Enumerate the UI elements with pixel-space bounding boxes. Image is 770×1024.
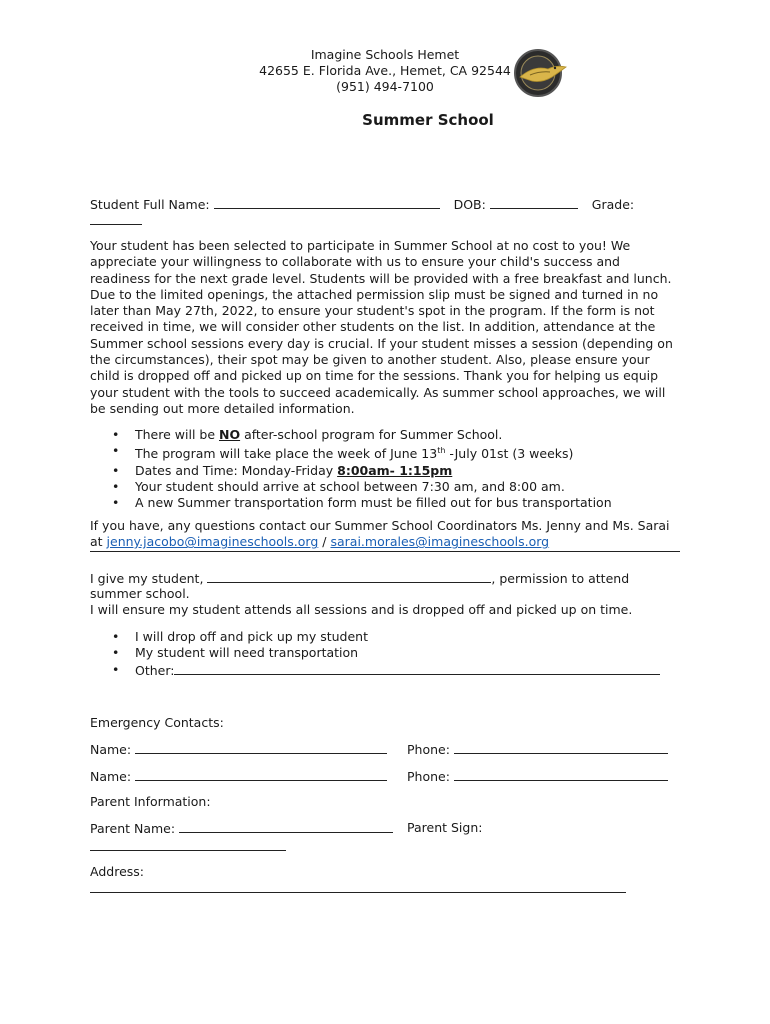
permission-statement: I give my student, , permission to attend [90,571,630,586]
list-item: • A new Summer transportation form must be filled out for bus transportation [90,495,690,511]
emergency-heading: Emergency Contacts: [90,715,224,730]
list-item: • There will be NO after-school program for Summer School. [90,427,690,443]
intro-line: Summer school sessions every day is crucial. If your student misses a session (depending on [90,335,673,351]
emergency-phone-row: Phone: [407,741,668,758]
emergency-phone-field[interactable] [454,768,668,781]
other-field[interactable] [174,662,660,675]
student-name-label: Student Full Name: [90,197,210,212]
parent-sign-field[interactable] [90,838,286,851]
permission-line-3: I will ensure my student attends all sessions and is dropped off and picked up on time. [90,602,633,617]
address-label: Address: [90,864,144,879]
permission-line-2: summer school. [90,586,190,601]
list-item: • Dates and Time: Monday-Friday 8:00am- 1:15pm [90,463,690,479]
emergency-name-field[interactable] [135,768,387,781]
emergency-name-field[interactable] [135,741,387,754]
section-divider [90,551,680,552]
address-field[interactable] [90,880,626,893]
intro-line: Due to the limited openings, the attached permission slip must be signed and turned in no [90,286,659,302]
intro-line: Your student has been selected to participate in Summer School at no cost to you! We [90,238,631,253]
list-item: • The program will take place the week of June 13th -July 01st (3 weeks) [90,443,690,462]
student-info-row [90,196,634,213]
emergency-phone-row: Phone: [407,768,668,785]
school-name: Imagine Schools Hemet [310,47,460,62]
contact-paragraph: If you have, any questions contact our Summer School Coordinators Ms. Jenny and Ms. Sarai at jenny.jacobo@imagineschools.org / sarai.morales@imagineschools.org [90,518,690,551]
intro-line: your student with the tools to succeed academically. As summer school approaches, we will [90,384,666,400]
transport-options-list [90,629,690,679]
intro-line: be sending out more detailed information. [90,400,355,416]
option-transportation[interactable]: • My student will need transportation [90,645,690,661]
student-name-field[interactable] [214,196,440,209]
option-other[interactable]: • Other: [90,662,690,679]
intro-line: later than May 27th, 2022, to ensure your student's spot in the program. If the form is not [90,303,655,319]
list-item: • Your student should arrive at school between 7:30 am, and 8:00 am. [90,479,690,495]
contact-line: If you have, any questions contact our Summer School Coordinators Ms. Jenny and Ms. Sarai [90,518,670,533]
emergency-contact-row: Name: [90,768,387,785]
intro-line: readiness for the next grade level. Students will be provided with a free breakfast and lunch. [90,270,672,286]
intro-line: received in time, we will consider other students on the list. In addition, attendance at the [90,319,656,335]
page-title: Summer School [362,111,494,129]
intro-line: child is dropped off and picked up on time for the sessions. Thank you for helping us equip [90,368,659,384]
school-address: 42655 E. Florida Ave., Hemet, CA 92544 [259,63,511,78]
school-logo-icon [512,47,568,99]
student-permission-name-field[interactable] [207,570,491,583]
grade-label: Grade: [591,197,635,212]
intro-line: the circumstances), their spot may be given to another student. Also, please ensure your [90,352,650,368]
intro-line: appreciate your willingness to collaborate with us to ensure your child's success and [90,254,620,270]
parent-name-row: Parent Name: [90,820,393,837]
parent-heading: Parent Information: [90,794,211,809]
program-details-list [90,427,690,512]
dob-label: DOB: [453,197,486,212]
emergency-contact-row: Name: [90,741,387,758]
grade-field[interactable] [90,212,142,225]
parent-sign-label: Parent Sign: [407,820,483,835]
option-drop-off[interactable]: • I will drop off and pick up my student [90,629,690,645]
dob-field[interactable] [490,196,578,209]
email-link-sarai[interactable]: sarai.morales@imagineschools.org [330,534,550,550]
intro-paragraph [90,238,682,417]
email-link-jenny[interactable]: jenny.jacobo@imagineschools.org [106,534,319,550]
school-phone: (951) 494-7100 [336,79,434,94]
parent-name-field[interactable] [179,820,393,833]
emergency-phone-field[interactable] [454,741,668,754]
